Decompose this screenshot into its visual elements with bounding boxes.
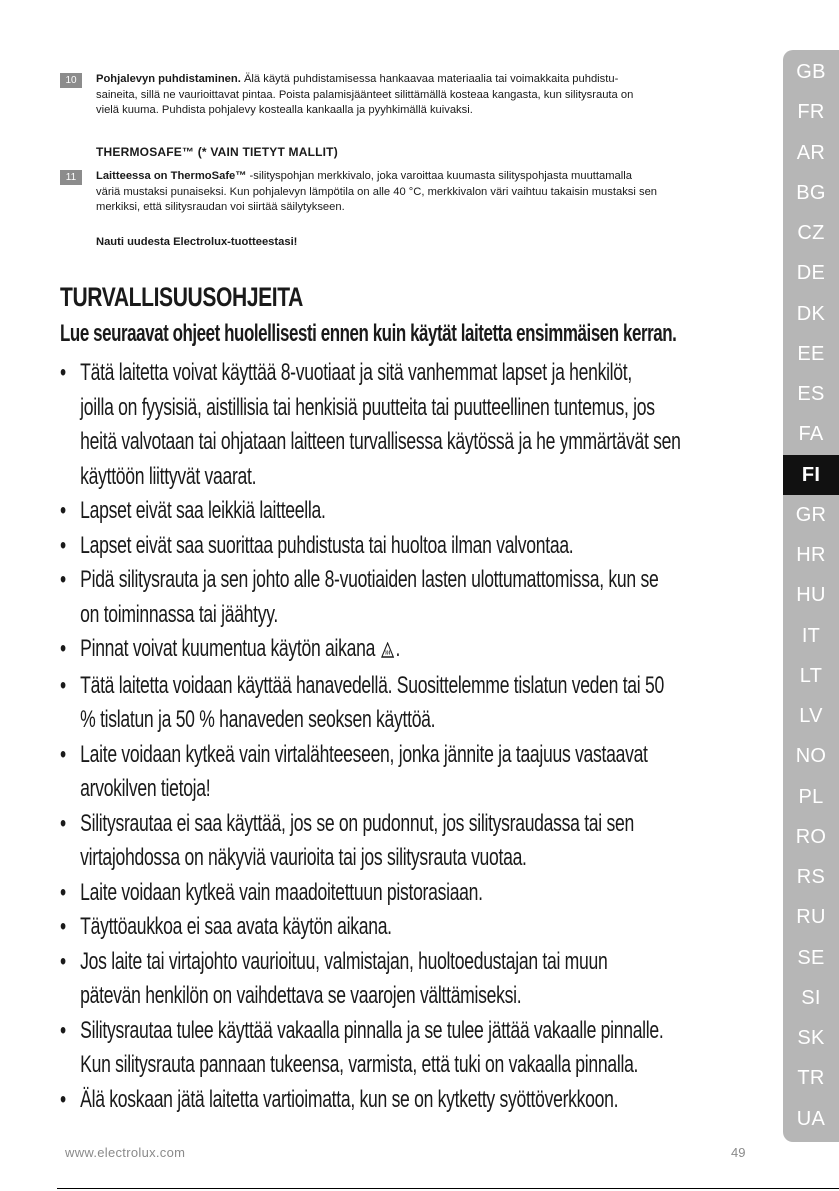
- language-tab-hu[interactable]: HU: [796, 584, 826, 607]
- bullet: •: [60, 359, 66, 386]
- list-item-text: Lapset eivät saa leikkiä laitteella.: [80, 497, 326, 524]
- step-text: [96, 72, 760, 119]
- list-item-text: Jos laite tai virtajohto vaurioituu, valmistajan, huoltoedustajan tai muun pätevän henkilön on vaihdettava se vaarojen välttämiseksi.: [80, 947, 608, 1009]
- language-tab-se[interactable]: SE: [797, 946, 825, 969]
- safety-list: [60, 356, 751, 1117]
- list-item: [60, 529, 751, 564]
- language-tab-bg[interactable]: BG: [796, 181, 826, 204]
- hot-surface-warning-icon: [381, 634, 394, 669]
- language-tab-ee[interactable]: EE: [797, 342, 825, 365]
- language-tab-ar[interactable]: AR: [796, 141, 826, 164]
- step-number: 11: [60, 170, 82, 185]
- step-11: [60, 169, 760, 216]
- step-title: Laitteessa on ThermoSafe™: [96, 170, 247, 182]
- list-item-text: Älä koskaan jätä laitetta vartioimatta, kun se on kytketty syöttöverkkoon.: [80, 1085, 619, 1113]
- list-item: [60, 356, 751, 494]
- list-item: [60, 1014, 751, 1083]
- list-item: [60, 738, 751, 807]
- bullet: •: [60, 531, 66, 559]
- language-tab-si[interactable]: SI: [801, 986, 821, 1009]
- language-tab-es[interactable]: ES: [797, 383, 825, 405]
- language-tab-dk[interactable]: DK: [796, 302, 826, 325]
- list-item-text: Lapset eivät saa suorittaa puhdistusta tai huoltoa ilman valvontaa.: [80, 531, 574, 559]
- bullet: •: [60, 809, 66, 837]
- language-tab-de[interactable]: DE: [796, 262, 826, 285]
- language-tab-fi[interactable]: FI: [783, 455, 839, 495]
- step-title: Pohjalevyn puhdistaminen.: [96, 73, 241, 85]
- footer-url: www.electrolux.com: [65, 1145, 186, 1160]
- safety-title: TURVALLISUUSOHJEITA: [60, 282, 303, 312]
- list-item: [60, 669, 751, 738]
- bullet: •: [60, 740, 66, 768]
- list-item-text: Laite voidaan kytkeä vain virtalähteeseen, jonka jännite ja taajuus vastaavat arvokilven tietoja!: [80, 740, 648, 802]
- language-tab-ua[interactable]: UA: [796, 1107, 826, 1130]
- list-item: [60, 563, 751, 632]
- step-body: -silityspohjan merkkivalo, joka varoittaa kuumasta silityspohjasta muuttamalla väriä mustaksi punaiseksi. Kun pohjalevyn lämpötila on alle 40 °C, merkkivalon väri vaihtuu takaisin mustaksi sen merkiksi, että silitysraudan voi siirtää säilytykseen.: [96, 170, 658, 214]
- thermosafe-heading: THERMOSAFE™ (* VAIN TIETYT MALLIT): [96, 145, 338, 159]
- language-tab-lv[interactable]: LV: [799, 705, 823, 727]
- language-tab-sk[interactable]: SK: [797, 1027, 825, 1049]
- bullet: •: [60, 947, 66, 975]
- list-item: [60, 807, 751, 876]
- list-item: [60, 1083, 751, 1118]
- list-item: [60, 632, 751, 669]
- language-tab-fr[interactable]: FR: [797, 101, 825, 124]
- list-item-text: Pinnat voivat kuumentua käytön aikana: [80, 635, 376, 662]
- bullet: •: [60, 913, 66, 940]
- language-tab-rs[interactable]: RS: [796, 866, 826, 888]
- language-tab-gr[interactable]: GR: [795, 503, 827, 526]
- bullet: •: [60, 1016, 66, 1044]
- list-item-text: Silitysrautaa ei saa käyttää, jos se on pudonnut, jos silitysraudassa tai sen virtajohdossa on näkyviä vaurioita tai jos silitysrauta vuotaa.: [80, 809, 634, 871]
- step-10: [60, 72, 760, 119]
- step-number: 10: [60, 73, 82, 88]
- bullet: •: [60, 671, 66, 699]
- list-item-text: Tätä laitetta voivat käyttää 8-vuotiaat ja sitä vanhemmat lapset ja henkilöt, joilla on fyysisiä, aistillisia tai henkisiä puutteita tai puutteellinen tuntemus, jos heitä valvotaan tai ohjataan laitteen turvallisessa käytössä ja he ymmärtävät sen käyttöön liittyvät vaarat.: [80, 359, 681, 490]
- list-item-text: Täyttöaukkoa ei saa avata käytön aikana.: [80, 913, 392, 940]
- language-tab-ru[interactable]: RU: [796, 906, 826, 929]
- language-tab-lt[interactable]: LT: [799, 664, 823, 687]
- page-number: 49: [731, 1145, 746, 1160]
- safety-lead: Lue seuraavat ohjeet huolellisesti ennen kuin käytät laitetta ensimmäisen kerran.: [60, 320, 677, 347]
- language-tab-gb[interactable]: GB: [796, 61, 826, 83]
- bullet: •: [60, 635, 66, 662]
- language-tab-ro[interactable]: RO: [795, 825, 827, 848]
- bullet: •: [60, 878, 66, 906]
- language-tab-hr[interactable]: HR: [796, 544, 826, 566]
- list-item-text: Laite voidaan kytkeä vain maadoitettuun pistorasiaan.: [80, 878, 483, 906]
- list-item: [60, 910, 751, 945]
- list-item: [60, 945, 751, 1014]
- list-item: [60, 494, 751, 529]
- step-body: Älä käytä puhdistamisessa hankaavaa materiaalia tai voimakkaita puhdistu- saineita, sillä ne vaurioittavat pintaa. Poista palamisjäänteet silittämällä kosteaa kangasta, kun silitysrauta on vielä kuuma. Puhdista pohjalevy kostealla kankaalla ja pyyhkimällä kuivaksi.: [96, 73, 634, 117]
- language-tab-tr[interactable]: TR: [797, 1067, 825, 1090]
- bullet: •: [60, 497, 66, 524]
- list-item-text: Tätä laitetta voidaan käyttää hanavedellä. Suosittelemme tislatun veden tai 50 % tislatun ja 50 % hanaveden seoksen käyttöä.: [80, 671, 664, 733]
- step-text: [96, 169, 760, 216]
- list-item: [60, 876, 751, 911]
- enjoy-message: Nauti uudesta Electrolux-tuotteestasi!: [96, 236, 298, 248]
- bullet: •: [60, 1085, 66, 1113]
- hot-surface-suffix: .: [395, 635, 401, 662]
- language-tab-cz[interactable]: CZ: [797, 222, 825, 244]
- list-item-text: Pidä silitysrauta ja sen johto alle 8-vuotiaiden lasten ulottumattomissa, kun se on toiminnassa tai jäähtyy.: [80, 566, 659, 628]
- language-tab-pl[interactable]: PL: [798, 785, 824, 808]
- language-tab-it[interactable]: IT: [801, 624, 821, 647]
- language-tab-fa[interactable]: FA: [798, 423, 824, 446]
- bullet: •: [60, 566, 66, 593]
- footer-rule: [57, 1188, 839, 1189]
- list-item-text: Silitysrautaa tulee käyttää vakaalla pinnalla ja se tulee jättää vakaalle pinnalle. Kun silitysrauta pannaan tukeensa, varmista, että tuki on vakaalla pinnalla.: [80, 1016, 664, 1078]
- language-tab-no[interactable]: NO: [795, 745, 827, 768]
